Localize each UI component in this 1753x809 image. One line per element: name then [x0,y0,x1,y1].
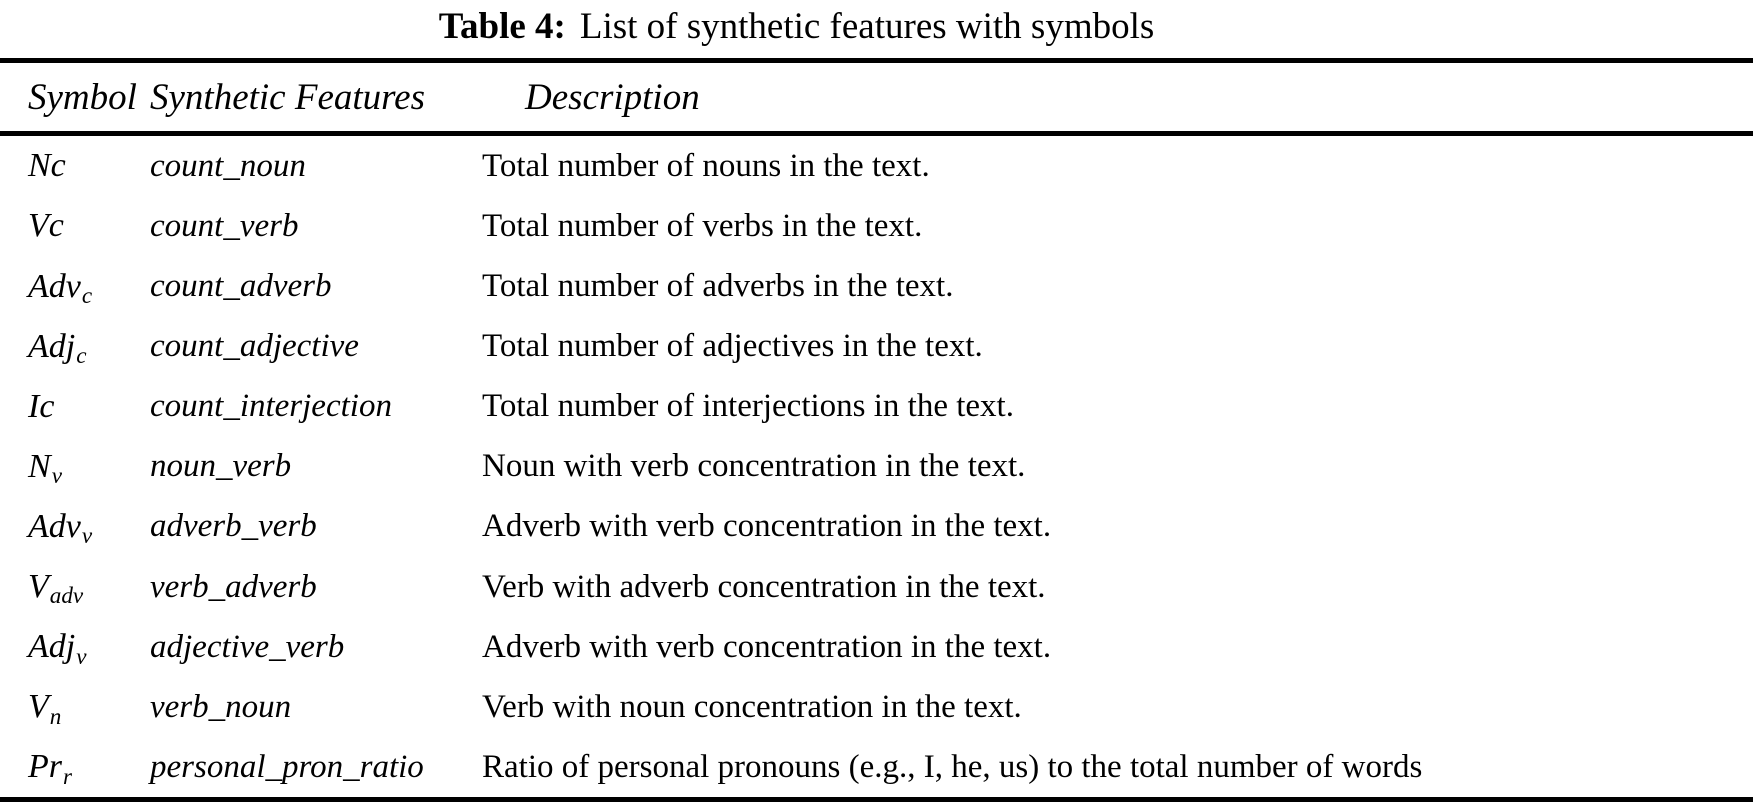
symbol-base: Adj [28,628,76,666]
symbol-cell [0,748,150,790]
symbol-base: N [28,447,51,485]
symbol-cell [0,507,150,550]
symbol-cell [0,147,150,184]
table-caption [0,2,1753,52]
table-bottom-rule [0,797,1753,802]
symbol-base: Adv [28,267,81,305]
symbol-subscript: v [76,643,87,670]
table-caption-text: List of synthetic features with symbols [579,6,1155,47]
symbol-base: Nc [28,147,66,185]
table-header-row [0,63,1753,131]
table-body [0,136,1753,797]
description-cell: Total number of adjectives in the text. [482,328,983,365]
table-row [0,196,1753,256]
table-caption-number: Table 4: [438,6,566,47]
symbol-subscript: v [81,523,93,550]
symbol-base: Pr [28,748,62,786]
feature-cell: verb_noun [150,688,292,725]
feature-cell: count_noun [150,147,306,184]
description-cell: Total number of nouns in the text. [482,147,930,184]
symbol-subscript: n [49,703,62,730]
symbol-cell [0,628,150,670]
symbol-cell [0,688,150,730]
symbol-base: Ic [28,387,55,425]
symbol-base: V [28,688,49,726]
symbol-cell [0,207,150,244]
column-header-description: Description [525,76,700,118]
feature-cell: count_verb [150,207,299,244]
column-header-features: Synthetic Features [150,76,426,118]
description-cell: Total number of adverbs in the text. [482,268,954,305]
table-row [0,737,1753,797]
symbol-subscript: r [63,763,72,790]
feature-cell: personal_pron_ratio [150,748,424,785]
description-cell: Noun with verb concentration in the text. [482,448,1026,485]
symbol-subscript: c [76,343,87,370]
table-row [0,497,1753,557]
table-row [0,617,1753,677]
description-cell: Total number of interjections in the text. [482,388,1014,425]
feature-cell: adverb_verb [150,508,317,545]
symbol-cell [0,327,150,370]
feature-cell: verb_adverb [150,568,317,605]
description-cell: Total number of verbs in the text. [482,207,923,244]
symbol-cell [0,568,150,610]
description-cell: Verb with noun concentration in the text. [482,688,1022,725]
table-row [0,136,1753,196]
feature-cell: adjective_verb [150,628,345,665]
symbol-cell [0,267,150,309]
description-cell: Adverb with verb concentration in the text. [482,628,1052,665]
table-row [0,436,1753,496]
symbol-base: Adv [28,507,81,545]
symbol-cell [0,447,150,490]
symbol-subscript: v [51,463,62,490]
feature-cell: count_interjection [150,388,392,425]
column-header-symbol: Symbol [28,76,137,118]
table-row [0,677,1753,737]
symbol-base: Vc [28,207,64,245]
symbol-subscript: adv [49,583,84,610]
feature-cell: count_adjective [150,328,359,365]
feature-cell: noun_verb [150,448,292,485]
table-row [0,316,1753,376]
symbol-base: V [28,568,49,605]
description-cell: Verb with adverb concentration in the text. [482,568,1046,605]
description-cell: Ratio of personal pronouns (e.g., I, he, us) to the total number of words [482,748,1423,785]
table-row [0,256,1753,316]
symbol-base: Adj [28,327,76,365]
description-cell: Adverb with verb concentration in the text. [482,508,1052,545]
table-row [0,557,1753,617]
feature-cell: count_adverb [150,268,332,305]
symbol-subscript: c [81,283,93,309]
symbol-cell [0,388,150,425]
table-row [0,376,1753,436]
